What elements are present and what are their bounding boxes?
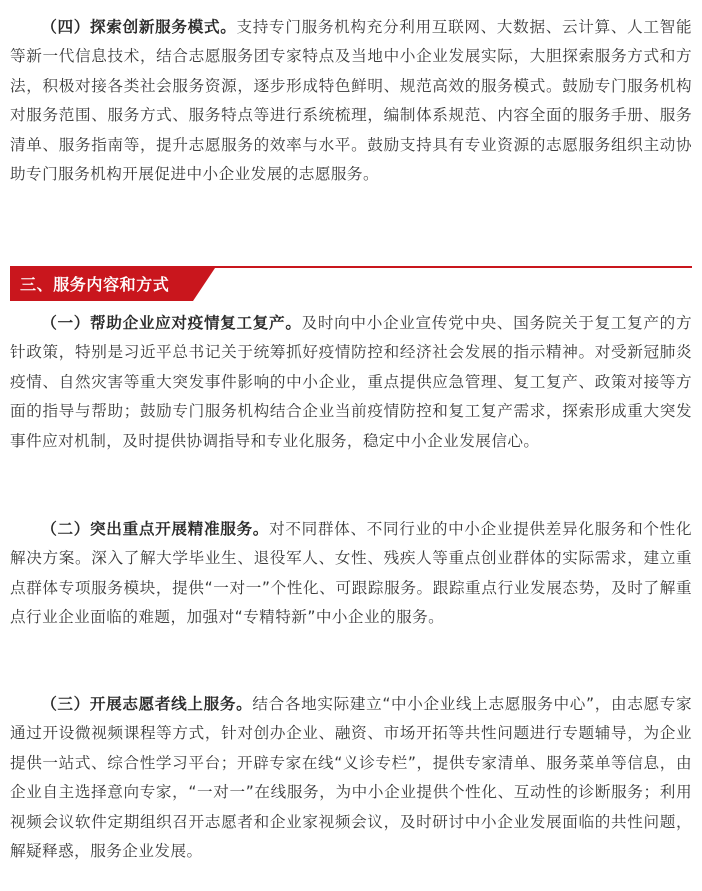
section-header [10,266,692,302]
paragraph-precision-services [10,515,692,633]
paragraph-online-volunteer-services [10,690,692,866]
paragraph-heading: （三）开展志愿者线上服务。 [41,695,253,713]
paragraph-heading: （二）突出重点开展精准服务。 [41,520,270,538]
section-title: 三、服务内容和方式 [20,275,170,294]
paragraph-body: 结合各地实际建立“中小企业线上志愿服务中心”，由志愿专家通过开设微视频课程等方式，针对创办企业、融资、市场开拓等共性问题进行专题辅导，为企业提供一站式、综合性学习平台；开辟专家在线“义诊专栏”，提供专家清单、服务菜单等信息，由企业自主选择意向专家，“一对一”在线服务，为中小企业提供个性化、互动性的诊断服务；利用视频会议软件定期组织召开志愿者和企业家视频会议，及时研讨中小企业发展面临的共性问题，解疑释惑，服务企业发展。 [10,695,692,861]
paragraph-epidemic-resumption [10,309,692,456]
paragraph-explore-service-models [10,13,692,189]
paragraph-body: 支持专门服务机构充分利用互联网、大数据、云计算、人工智能等新一代信息技术，结合志愿服务团专家特点及当地中小企业发展实际，大胆探索服务方式和方法，积极对接各类社会服务资源，逐步形成特色鲜明、规范高效的服务模式。鼓励专门服务机构对服务范围、服务方式、服务特点等进行系统梳理，编制体系规范、内容全面的服务手册、服务清单、服务指南等，提升志愿服务的效率与水平。鼓励支持具有专业资源的志愿服务组织主动协助专门服务机构开展促进中小企业发展的志愿服务。 [10,18,692,184]
paragraph-heading: （一）帮助企业应对疫情复工复产。 [41,314,302,332]
paragraph-heading: （四）探索创新服务模式。 [41,18,237,36]
paragraph-body: 及时向中小企业宣传党中央、国务院关于复工复产的方针政策，特别是习近平总书记关于统筹抓好疫情防控和经济社会发展的指示精神。对受新冠肺炎疫情、自然灾害等重大突发事件影响的中小企业，重点提供应急管理、复工复产、政策对接等方面的指导与帮助；鼓励专门服务机构结合企业当前疫情防控和复工复产需求，探索形成重大突发事件应对机制，及时提供协调指导和专业化服务，稳定中小企业发展信心。 [10,314,692,450]
paragraph-body: 对不同群体、不同行业的中小企业提供差异化服务和个性化解决方案。深入了解大学毕业生、退役军人、女性、残疾人等重点创业群体的实际需求，建立重点群体专项服务模块，提供“一对一”个性化、可跟踪服务。跟踪重点行业发展态势，及时了解重点行业企业面临的难题，加强对“专精特新”中小企业的服务。 [10,520,692,627]
